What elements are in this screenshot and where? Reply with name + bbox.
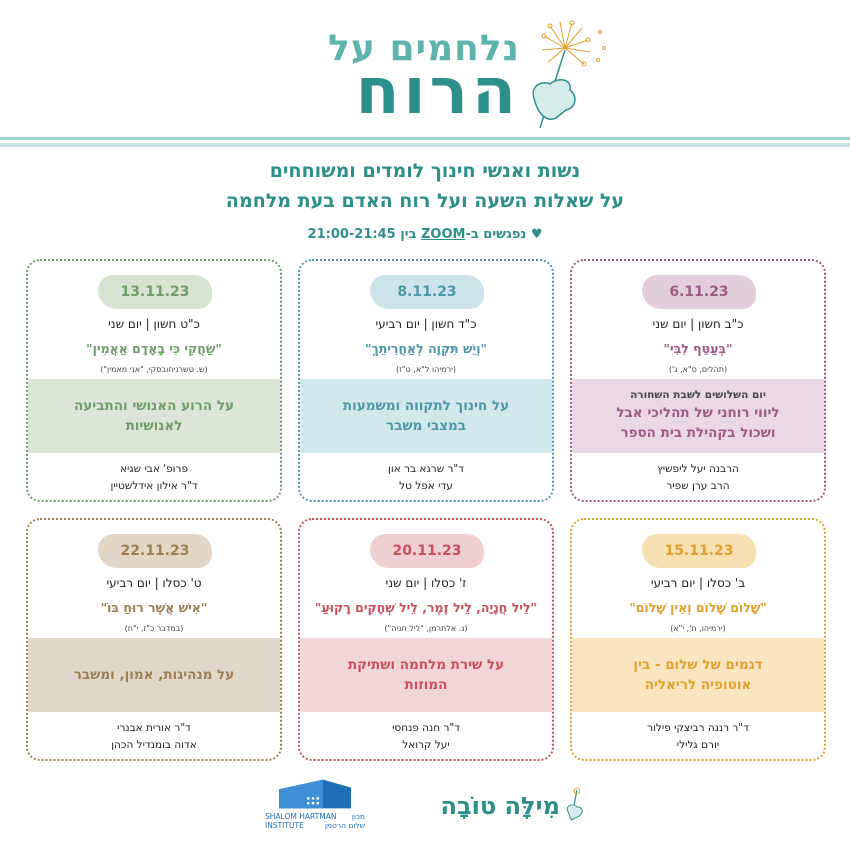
session-verse-source: (ירמיהו, ח', י"א) [670, 624, 726, 633]
hartman-en2: INSTITUTE [265, 821, 304, 830]
session-topic: על מנהיגות, אמון, ומשבר [73, 667, 235, 683]
hartman-institute-logo [265, 778, 365, 838]
hartman-en1: SHALOM HARTMAN [265, 812, 337, 821]
hartman-building-icon [275, 778, 355, 810]
session-topic-band [572, 379, 824, 453]
session-speakers [572, 720, 824, 754]
session-verse-source: (נ. אלתרמן, "ליל חניה") [384, 624, 468, 633]
session-topic: על שירת מלחמה ושתיקת המוזות [347, 657, 505, 693]
zoom-word: ZOOM [420, 227, 466, 242]
session-verse: "לֵיל חֲנָיָה, לֵיל זֶמֶר, לֵיל שְׁחָקִים רָקוּעַ" [314, 600, 538, 615]
session-speaker: ד"ר חנה פנחסי [392, 722, 460, 734]
hartman-he2: שלום הרטמן [324, 821, 365, 830]
header [0, 0, 850, 150]
session-topic: דגמים של שלום - בין אוטופיה לריאליה [633, 657, 763, 693]
session-topic-band [28, 638, 280, 712]
session-hebrew-date: ט' כסלו | יום רביעי [106, 576, 202, 590]
session-speaker: יורם גלילי [676, 739, 720, 751]
session-speakers [28, 720, 280, 754]
session-speaker: ד"ר רננה רביצקי פילור [647, 722, 749, 734]
session-topic-band [28, 379, 280, 453]
session-date: 8.11.23 [370, 275, 484, 309]
session-topic: על חינוך לתקווה ומשמעות במצבי משבר [342, 398, 510, 434]
mila-tova-logo [430, 786, 590, 826]
session-date: 22.11.23 [98, 534, 212, 568]
session-verse: "אִישׁ אֲשֶׁר רוּחַ בּוֹ" [100, 600, 208, 615]
logo-title-line1: נלחמים על [328, 28, 520, 69]
session-topic: ליווי רוחני של תהליכי אבל ושכול בקהילת בית הספר [616, 405, 780, 441]
session-verse: "וְיֵשׁ תִּקְוָה לְאַחֲרִיתֵךְ" [364, 341, 487, 356]
session-verse-source: (תהלים, ס"א, ג') [668, 365, 728, 374]
subtitle-line1: נשות ואנשי חינוך לומדים ומשוחחים [269, 160, 581, 182]
session-topic: על הרוע האנושי והתביעה לאנושיות [74, 398, 234, 434]
logo-title-line2: הרוח [355, 55, 520, 129]
session-speaker: פרופ' אבי שגיא [119, 463, 189, 475]
session-hebrew-date: כ"ט חשון | יום שני [108, 317, 200, 331]
session-card [298, 518, 554, 761]
session-speakers [572, 461, 824, 495]
session-verse-source: (ירמיהו ל"א, ט"ז) [395, 365, 456, 374]
session-speaker: ד"ר שרגא בר און [388, 463, 464, 475]
zoom-info [0, 227, 850, 242]
session-speaker: ד"ר אילון אידלשטיין [110, 480, 198, 492]
zoom-prefix: נפגשים ב- [465, 227, 527, 242]
session-verse-source: (במדבר כ"ז, י"ח) [124, 624, 184, 633]
session-hebrew-date: ז' כסלו | יום שני [385, 576, 467, 590]
header-divider [0, 137, 850, 149]
session-card [570, 259, 826, 502]
dandelion-hand-icon [520, 18, 610, 133]
dandelion-hand-icon [562, 786, 590, 824]
session-speaker: אדוה בומנדיל הכהן [111, 739, 197, 751]
session-card [298, 259, 554, 502]
session-date: 15.11.23 [642, 534, 756, 568]
session-speakers [28, 461, 280, 495]
session-topic-band [300, 638, 552, 712]
zoom-suffix: בין 21:00-21:45 [307, 227, 421, 242]
session-speaker: עדי אפל טל [399, 480, 453, 492]
session-topic-band [300, 379, 552, 453]
session-speakers [300, 461, 552, 495]
session-date: 20.11.23 [370, 534, 484, 568]
hartman-he1: מכון [351, 812, 365, 821]
session-speaker: הרב ערן שפיר [666, 480, 730, 492]
session-speaker: ד"ר אורית אבנרי [117, 722, 191, 734]
subtitle-line2: על שאלות השעה ועל רוח האדם בעת מלחמה [225, 190, 625, 212]
session-speaker: יעל קרואל [402, 739, 450, 751]
session-topic-pre: יום השלושים לשבת השחורה [630, 389, 766, 401]
session-hebrew-date: כ"ד חשון | יום רביעי [375, 317, 477, 331]
session-hebrew-date: ב' כסלו | יום רביעי [650, 576, 746, 590]
session-date: 6.11.23 [642, 275, 756, 309]
session-verse: "בְּעַטֵּף לִבִּי" [663, 341, 733, 356]
session-hebrew-date: כ"ב חשון | יום שני [652, 317, 744, 331]
session-topic-band [572, 638, 824, 712]
session-card [26, 259, 282, 502]
session-speaker: הרבנה יעל ליפשיץ [657, 463, 739, 475]
session-verse: "שַׂחֲקִי כִּי בָאָדָם אַאֲמִין" [86, 341, 222, 356]
mila-tova-text: מִילָּה טוֹבָה [440, 792, 560, 820]
session-date: 13.11.23 [98, 275, 212, 309]
session-card [570, 518, 826, 761]
heart-icon: ♥ [530, 227, 543, 242]
session-card [26, 518, 282, 761]
session-verse: "שָׁלוֹם שָׁלוֹם וְאֵין שָׁלוֹם" [629, 600, 767, 615]
session-verse-source: (ש. טשרניחובסקי, "אני מאמין") [100, 365, 208, 374]
session-speakers [300, 720, 552, 754]
